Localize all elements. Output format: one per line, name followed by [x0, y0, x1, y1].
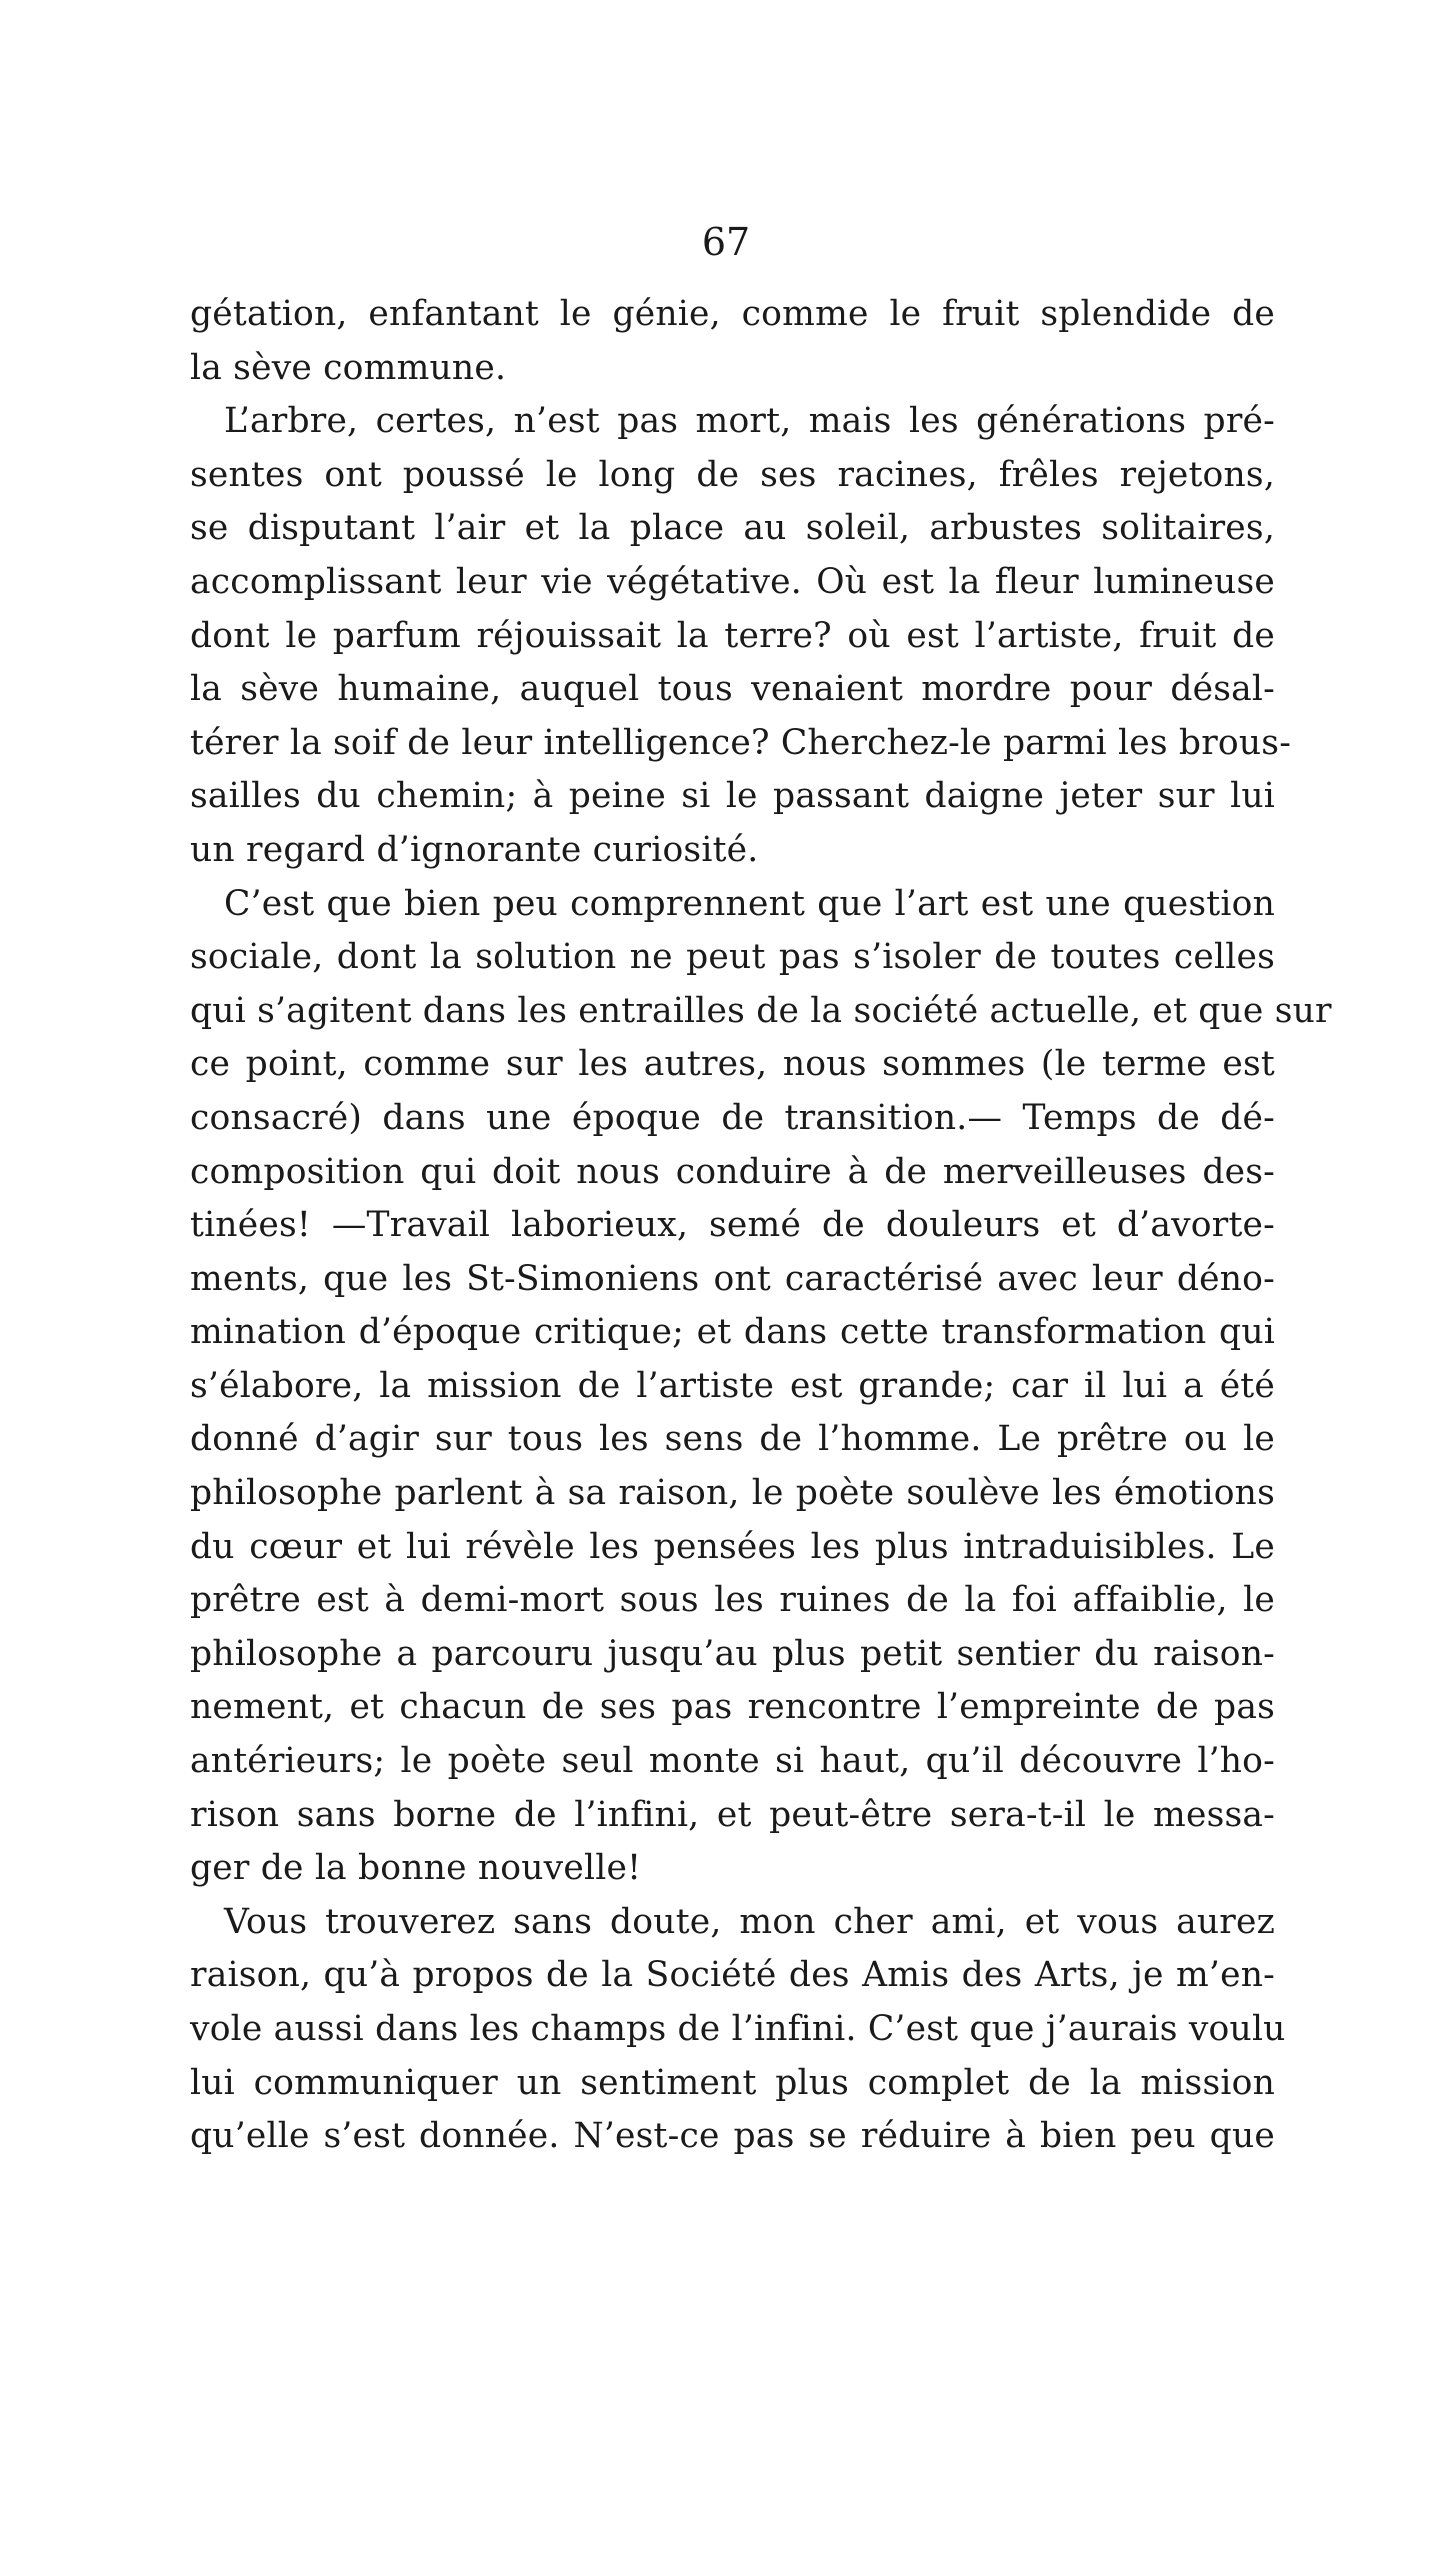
text-line: C’est que bien peu comprennent que l’art est une question: [224, 883, 1275, 924]
text-line: Vous trouverez sans doute, mon cher ami, et vous aurez: [224, 1901, 1275, 1942]
text-line: donné d’agir sur tous les sens de l’homme. Le prêtre ou le: [190, 1419, 1275, 1460]
text-line: philosophe a parcouru jusqu’au plus petit sentier du raison-: [190, 1633, 1275, 1674]
text-line: tinées! —Travail laborieux, semé de douleurs et d’avorte-: [190, 1205, 1275, 1246]
text-line: rison sans borne de l’infini, et peut-être sera-t-il le messa-: [190, 1794, 1275, 1835]
page-number: 67: [701, 220, 751, 264]
text-line: la sève commune.: [190, 347, 507, 388]
text-line: raison, qu’à propos de la Société des Amis des Arts, je m’en-: [190, 1955, 1275, 1996]
text-line: sentes ont poussé le long de ses racines, frêles rejetons,: [190, 454, 1275, 495]
text-line: la sève humaine, auquel tous venaient mordre pour désal-: [190, 669, 1275, 710]
text-line: nement, et chacun de ses pas rencontre l’empreinte de pas: [190, 1687, 1275, 1728]
text-line: lui communiquer un sentiment plus complet de la mission: [190, 2062, 1275, 2103]
text-line: vole aussi dans les champs de l’infini. C’est que j’aurais voulu: [190, 2009, 1286, 2049]
text-line: ger de la bonne nouvelle!: [190, 1848, 642, 1889]
text-line: se disputant l’air et la place au soleil, arbustes solitaires,: [190, 508, 1275, 549]
text-line: mination d’époque critique; et dans cette transformation qui: [190, 1312, 1275, 1353]
text-line: qu’elle s’est donnée. N’est-ce pas se réduire à bien peu que: [190, 2116, 1275, 2157]
text-line: ments, que les St-Simoniens ont caractérisé avec leur déno-: [190, 1258, 1275, 1299]
text-line: térer la soif de leur intelligence? Cherchez-le parmi les brous-: [190, 722, 1292, 763]
text-line: L’arbre, certes, n’est pas mort, mais les générations pré-: [224, 401, 1275, 442]
text-line: gétation, enfantant le génie, comme le fruit splendide de: [190, 294, 1275, 334]
text-line: ce point, comme sur les autres, nous sommes (le terme est: [190, 1044, 1275, 1085]
text-line: consacré) dans une époque de transition.— Temps de dé-: [190, 1097, 1275, 1138]
text-line: composition qui doit nous conduire à de merveilleuses des-: [190, 1151, 1275, 1192]
body-text: [190, 288, 1332, 2164]
text-line: antérieurs; le poète seul monte si haut, qu’il découvre l’ho-: [190, 1741, 1275, 1782]
text-line: prêtre est à demi-mort sous les ruines de la foi affaiblie, le: [190, 1580, 1275, 1621]
text-line: du cœur et lui révèle les pensées les plus intraduisibles. Le: [190, 1526, 1275, 1567]
text-line: s’élabore, la mission de l’artiste est grande; car il lui a été: [190, 1365, 1275, 1406]
text-line: sailles du chemin; à peine si le passant daigne jeter sur lui: [190, 776, 1275, 817]
text-line: sociale, dont la solution ne peut pas s’isoler de toutes celles: [190, 937, 1275, 978]
text-line: dont le parfum réjouissait la terre? où est l’artiste, fruit de: [190, 615, 1275, 656]
text-line: un regard d’ignorante curiosité.: [190, 829, 759, 870]
text-line: philosophe parlent à sa raison, le poète soulève les émotions: [190, 1473, 1275, 1514]
text-line: qui s’agitent dans les entrailles de la société actuelle, et que sur: [190, 990, 1332, 1031]
text-line: accomplissant leur vie végétative. Où est la fleur lumineuse: [190, 561, 1275, 602]
